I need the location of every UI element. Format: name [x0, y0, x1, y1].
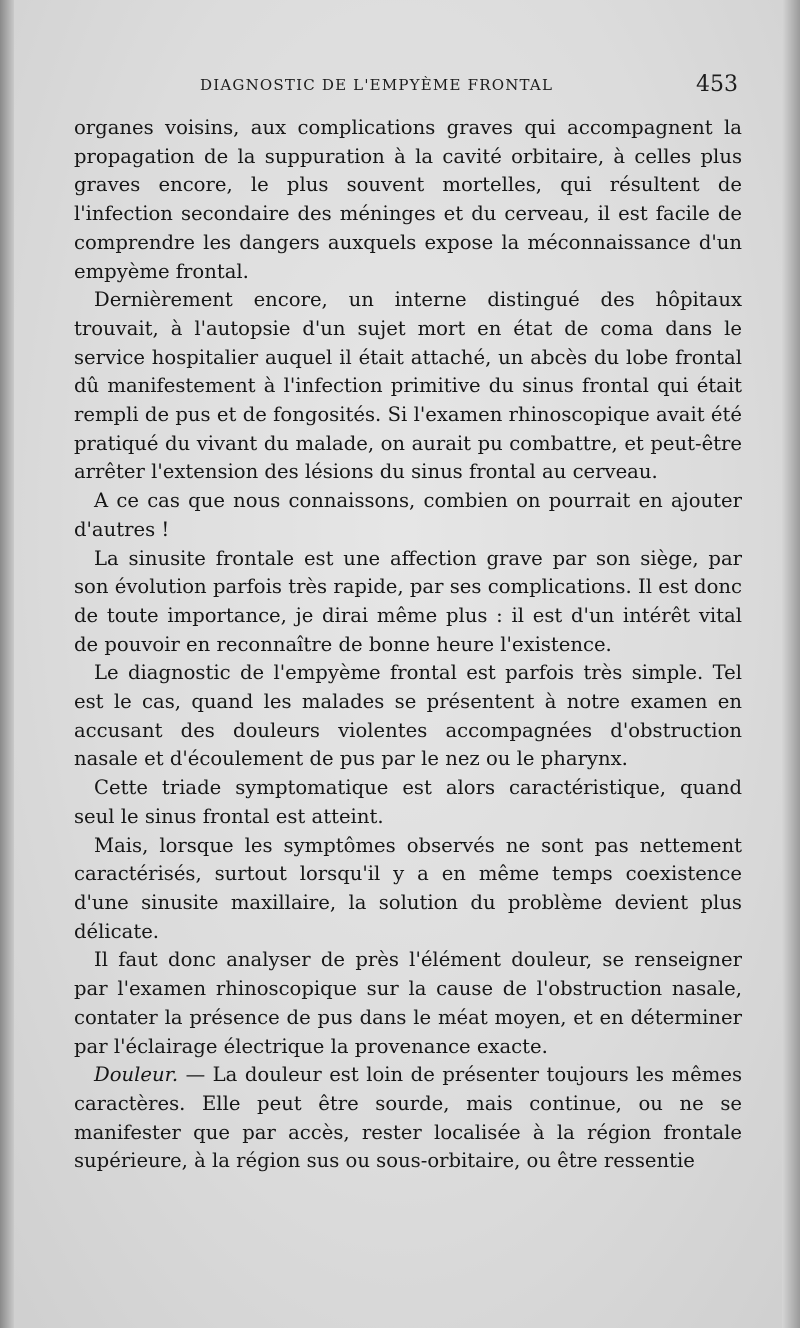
paragraph: A ce cas que nous connaissons, combien on pourrait en ajouter d'autres !: [74, 489, 742, 541]
paragraph: Dernièrement encore, un interne distingué des hôpitaux trouvait, à l'autopsie d'un sujet mort en état de coma dans le service hospitalier auquel il était attaché, un abcès du lobe frontal dû manifestement à l'infection primitive du sinus frontal qui était rempli de pus et de fongosités. Si l'examen rhinoscopique avait été pratiqué du vivant du malade, on aurait pu combattre, et peut-être arrêter l'extension des lésions du sinus frontal au cerveau.: [74, 288, 742, 484]
page-number: 453: [696, 72, 738, 97]
page-header: [200, 72, 740, 102]
run-in-heading: Douleur.: [94, 1063, 179, 1087]
paragraph: Cette triade symptomatique est alors caractéristique, quand seul le sinus frontal est atteint.: [74, 776, 742, 828]
running-title: DIAGNOSTIC DE L'EMPYÈME FRONTAL: [200, 76, 554, 94]
paragraph: La sinusite frontale est une affection grave par son siège, par son évolution parfois très rapide, par ses complications. Il est donc de toute importance, je dirai même plus : il est d'un intérêt vital de pouvoir en reconnaître de bonne heure l'existence.: [74, 546, 742, 656]
paragraph: Mais, lorsque les symptômes observés ne sont pas nettement caractérisés, surtout lorsqu'il y a en même temps coexistence d'une sinusite maxillaire, la solution du problème devient plus délicate.: [74, 833, 742, 943]
paragraph: organes voisins, aux complications graves qui accompagnent la propagation de la suppuration à la cavité orbitaire, à celles plus graves encore, le plus souvent mortelles, qui résultent de l'infection secondaire des méninges et du cerveau, il est facile de comprendre les dangers auxquels expose la méconnaissance d'un empyème frontal.: [74, 116, 742, 283]
page-left-shadow: [0, 0, 14, 1328]
paragraph-text: — La douleur est loin de présenter toujours les mêmes caractères. Elle peut être sourde, mais continue, ou ne se manifester que par accès, rester localisée à la région frontale supérieure, à la région sus ou sous-orbitaire, ou être ressentie: [74, 1063, 742, 1173]
body-text: [74, 114, 742, 1176]
page-right-shadow: [782, 0, 800, 1328]
paragraph: Le diagnostic de l'empyème frontal est parfois très simple. Tel est le cas, quand les malades se présentent à notre examen en accusant des douleurs violentes accompagnées d'obstruction nasale et d'écoulement de pus par le nez ou le pharynx.: [74, 661, 742, 771]
paragraph-douleur: [74, 1061, 742, 1176]
paragraph: Il faut donc analyser de près l'élément douleur, se renseigner par l'examen rhinoscopique sur la cause de l'obstruction nasale, contater la présence de pus dans le méat moyen, et en déterminer par l'éclairage électrique la provenance exacte.: [74, 948, 742, 1058]
